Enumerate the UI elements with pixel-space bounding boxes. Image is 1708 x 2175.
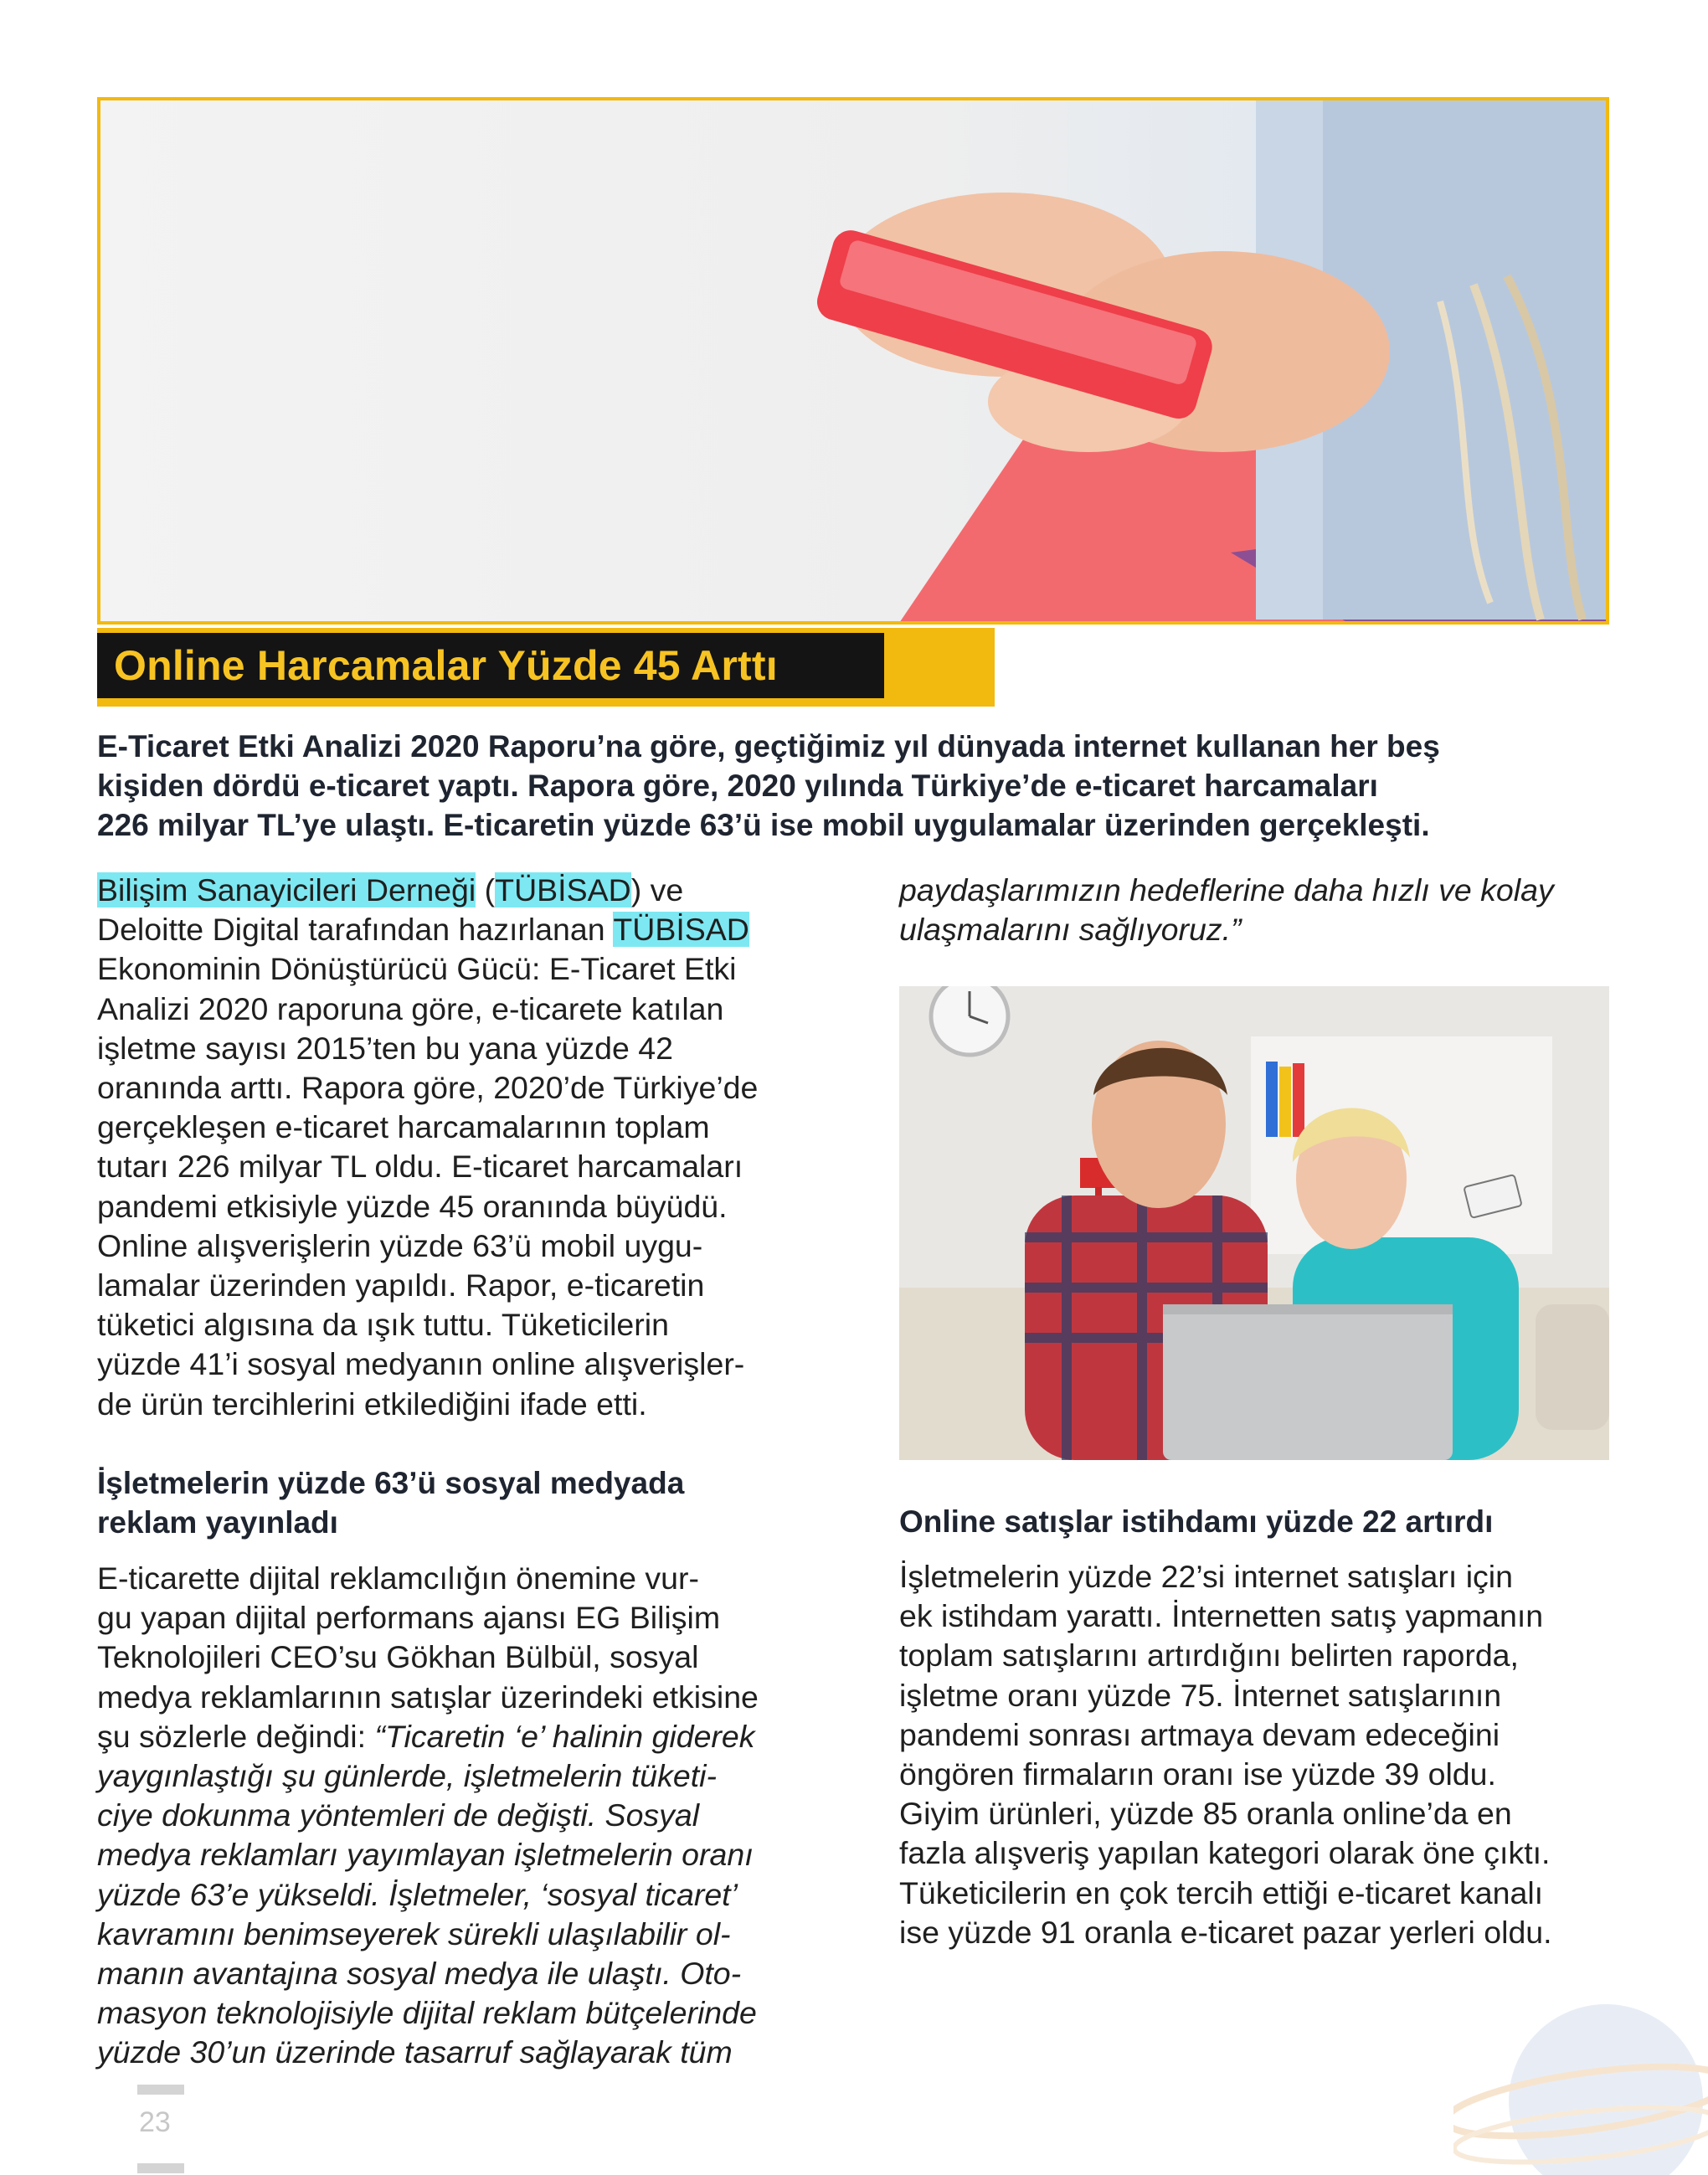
page-number: 23	[139, 2106, 171, 2138]
headline-banner	[97, 628, 995, 707]
body-line: gerçekleşen e-ticaret harcamalarının toplam	[97, 1109, 710, 1145]
body-line: Online alışverişlerin yüzde 63’ü mobil uygu-	[97, 1227, 703, 1263]
body-line: de ürün tercihlerini etkilediğini ifade etti.	[97, 1386, 647, 1422]
body-line: pandemi sonrası artmaya devam edeceğini	[899, 1716, 1500, 1752]
body-line: işletme oranı yüzde 75. İnternet satışlarının	[899, 1677, 1502, 1713]
body-line: Analizi 2020 raporuna göre, e-ticarete katılan	[97, 990, 724, 1026]
text-segment: (	[476, 872, 496, 908]
highlight-tubisad: TÜBİSAD	[495, 872, 631, 908]
quote-segment: “Ticaretin ‘e’ halinin giderek	[374, 1718, 755, 1754]
page-title: Online Harcamalar Yüzde 45 Arttı	[97, 633, 884, 698]
body-line: tutarı 226 milyar TL oldu. E-ticaret harcamaları	[97, 1149, 743, 1185]
subheading-employment: Online satışlar istihdamı yüzde 22 artırdı	[899, 1504, 1494, 1539]
lead-line: 226 milyar TL’ye ulaştı. E-ticaretin yüzde 63’ü ise mobil uygulamalar üzerinden gerçekleşti.	[97, 808, 1430, 842]
quote-line: yüzde 63’e yükseldi. İşletmeler, ‘sosyal ticaret’	[97, 1876, 738, 1912]
body-line: Ekonominin Dönüştürücü Gücü: E-Ticaret Etki	[97, 951, 737, 987]
lead-line: E-Ticaret Etki Analizi 2020 Raporu’na göre, geçtiğimiz yıl dünyada internet kullanan her beş	[97, 729, 1440, 764]
body-line: Tüketicilerin en çok tercih ettiği e-ticaret kanalı	[899, 1874, 1544, 1910]
body-line: ek istihdam yarattı. İnternetten satış yapmanın	[899, 1598, 1544, 1634]
subheading-line: İşletmelerin yüzde 63’ü sosyal medyada	[97, 1466, 685, 1500]
quote-line: medya reklamları yayımlayan işletmelerin oranı	[97, 1837, 754, 1873]
couple-laptop-photo	[899, 986, 1609, 1460]
text-segment: Deloitte Digital tarafından hazırlanan	[97, 912, 614, 948]
page-number-bar-bottom	[137, 2163, 184, 2173]
body-line: pandemi etkisiyle yüzde 45 oranında büyüdü.	[97, 1188, 728, 1224]
quote-line: yaygınlaştığı şu günlerde, işletmelerin tüketi-	[97, 1758, 717, 1794]
left-column-paragraph-2	[97, 1559, 759, 2073]
body-line: Teknolojileri CEO’su Gökhan Bülbül, sosyal	[97, 1639, 699, 1675]
body-line: yüzde 41’i sosyal medyanın online alışverişler-	[97, 1346, 745, 1382]
planet-decoration-icon	[1453, 1976, 1708, 2175]
body-line: öngören firmaların oranı ise yüzde 39 oldu.	[899, 1756, 1496, 1792]
subheading-social-media	[97, 1463, 684, 1542]
lead-line: kişiden dördü e-ticaret yaptı. Rapora göre, 2020 yılında Türkiye’de e-ticaret harcamaları	[97, 769, 1378, 803]
hero-image-phone-shopping	[97, 97, 1609, 625]
body-line: ise yüzde 91 oranla e-ticaret pazar yerleri oldu.	[899, 1914, 1552, 1950]
body-line: fazla alışveriş yapılan kategori olarak öne çıktı.	[899, 1835, 1551, 1871]
quote-line: masyon teknolojisiyle dijital reklam bütçelerinde	[97, 1995, 757, 2031]
quote-line: kavramını benimseyerek sürekli ulaşılabilir ol-	[97, 1915, 731, 1951]
body-line: E-ticarette dijital reklamcılığın önemine vur-	[97, 1561, 700, 1596]
body-line: medya reklamlarının satışlar üzerindeki etkisine	[97, 1679, 759, 1715]
subheading-line: reklam yayınladı	[97, 1505, 338, 1540]
right-column-quote	[899, 871, 1554, 949]
lead-paragraph	[97, 727, 1604, 845]
quote-line: paydaşlarımızın hedeflerine daha hızlı ve kolay	[899, 872, 1554, 908]
page-number-bar-top	[137, 2085, 184, 2095]
body-line: Giyim ürünleri, yüzde 85 oranla online’da en	[899, 1796, 1512, 1832]
body-line: tüketici algısına da ışık tuttu. Tüketicilerin	[97, 1307, 669, 1343]
body-line: İşletmelerin yüzde 22’si internet satışları için	[899, 1559, 1513, 1594]
quote-line: yüzde 30’un üzerinde tasarruf sağlayarak tüm	[97, 2034, 733, 2070]
body-line: oranında arttı. Rapora göre, 2020’de Türkiye’de	[97, 1070, 759, 1106]
quote-line: manın avantajına sosyal medya ile ulaştı. Oto-	[97, 1956, 742, 1992]
text-segment: ) ve	[630, 872, 684, 908]
body-line: toplam satışlarını artırdığını belirten raporda,	[899, 1638, 1519, 1674]
highlight-tubisad: TÜBİSAD	[613, 912, 749, 948]
body-line: gu yapan dijital performans ajansı EG Bilişim	[97, 1600, 721, 1636]
left-column-paragraph-1	[97, 871, 758, 1424]
quote-line: ciye dokunma yöntemleri de değişti. Sosyal	[97, 1797, 700, 1833]
right-column-paragraph	[899, 1557, 1552, 1952]
text-segment: şu sözlerle değindi:	[97, 1718, 375, 1754]
body-line: lamalar üzerinden yapıldı. Rapor, e-ticaretin	[97, 1267, 705, 1303]
highlight-tubisad-name: Bilişim Sanayicileri Derneği	[97, 872, 476, 908]
body-line: işletme sayısı 2015’ten bu yana yüzde 42	[97, 1030, 673, 1066]
quote-line: ulaşmalarını sağlıyoruz.”	[899, 912, 1242, 948]
